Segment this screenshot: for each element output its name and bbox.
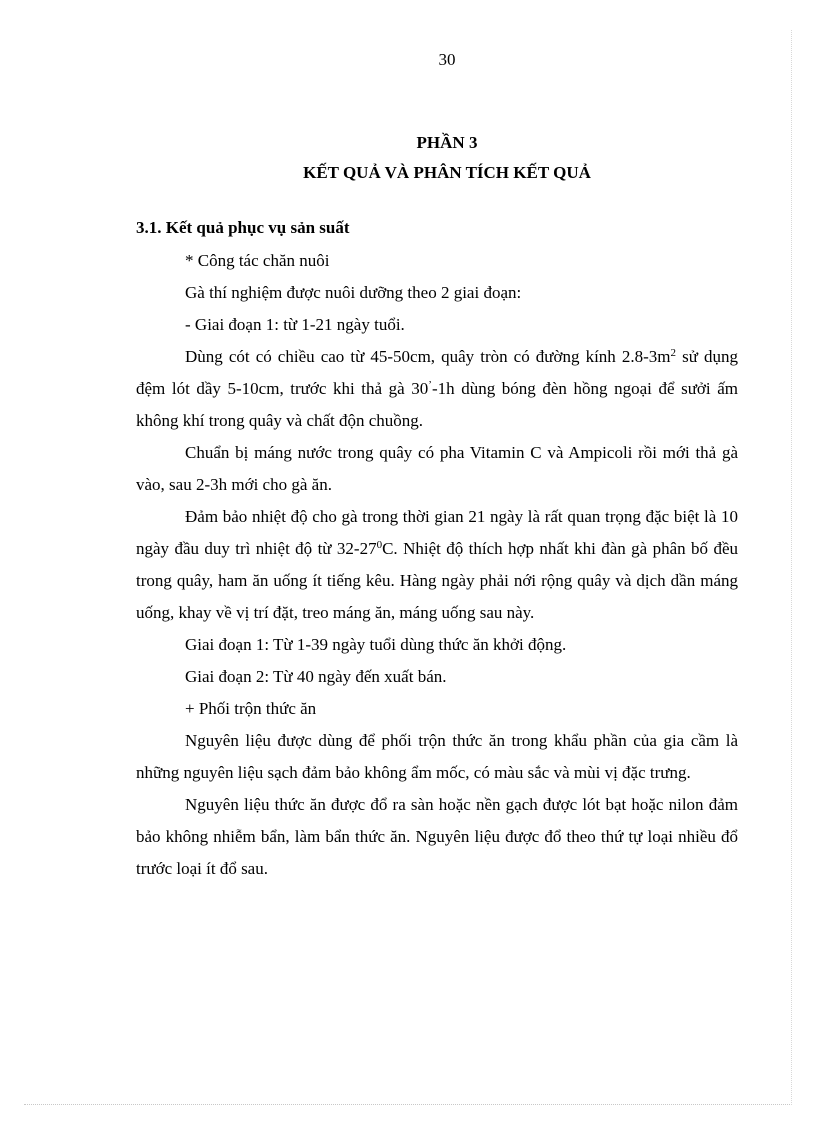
superscript-squared: 2 <box>670 347 677 359</box>
paragraph-rearing-stages: Gà thí nghiệm được nuôi dưỡng theo 2 giai đoạn: <box>185 283 522 302</box>
page-number: 30 <box>438 50 456 69</box>
paragraph-livestock-work: * Công tác chăn nuôi <box>185 251 330 270</box>
page-border-bottom <box>24 1104 792 1105</box>
superscript-minutes: ’ <box>428 379 432 391</box>
paragraph-feed-stage-1: Giai đoạn 1: Từ 1-39 ngày tuổi dùng thức ăn khởi động. <box>185 635 567 654</box>
paragraph-feed-stage-2: Giai đoạn 2: Từ 40 ngày đến xuất bán. <box>185 667 447 686</box>
paragraph-brooding-setup-part-b: sử dụng đệm lót dầy 5-10cm, trước khi thả gà 30 <box>136 347 738 398</box>
section-title: 3.1. Kết quả phục vụ sản suất <box>136 218 350 237</box>
paragraph-ingredient-handling: Nguyên liệu thức ăn được đổ ra sàn hoặc nền gạch được lót bạt hoặc nilon đảm bảo không nhiễm bẩn, làm bẩn thức ăn. Nguyên liệu được đổ theo thứ tự loại nhiều đổ trước loại ít đổ sau. <box>136 795 738 878</box>
paragraph-feed-mixing: + Phối trộn thức ăn <box>185 699 317 718</box>
superscript-degree: 0 <box>376 539 383 551</box>
chapter-title: KẾT QUẢ VÀ PHÂN TÍCH KẾT QUẢ <box>303 163 591 182</box>
paragraph-ingredients: Nguyên liệu được dùng để phối trộn thức ăn trong khẩu phần của gia cầm là những nguyên liệu sạch đảm bảo không ẩm mốc, có màu sắc và mùi vị đặc trưng. <box>136 731 738 782</box>
paragraph-brooding-setup-part-c: -1h dùng bóng đèn hồng ngoại để sưởi ấm không khí trong quây và chất độn chuồng. <box>136 379 738 430</box>
paragraph-brooding-setup <box>136 341 738 437</box>
paragraph-temperature <box>136 501 738 629</box>
body-text <box>136 245 738 885</box>
paragraph-temperature-part-b: C. Nhiệt độ thích hợp nhất khi đàn gà phân bố đều trong quây, ham ăn uống ít tiếng kêu. Hàng ngày phải nới rộng quây và dịch dần máng uống, khay về vị trí đặt, treo máng ăn, máng uống sau này. <box>136 539 738 622</box>
paragraph-water-trough: Chuẩn bị máng nước trong quây có pha Vitamin C và Ampicoli rồi mới thả gà vào, sau 2-3h mới cho gà ăn. <box>136 443 738 494</box>
paragraph-stage-1: - Giai đoạn 1: từ 1-21 ngày tuổi. <box>185 315 405 334</box>
part-heading: PHẦN 3 <box>416 133 478 152</box>
paragraph-brooding-setup-part-a: Dùng cót có chiều cao từ 45-50cm, quây tròn có đường kính 2.8-3m <box>185 347 671 366</box>
paragraph-temperature-part-a: Đảm bảo nhiệt độ cho gà trong thời gian 21 ngày là rất quan trọng đặc biệt là 10 ngày đầu duy trì nhiệt độ từ 32-27 <box>136 507 738 558</box>
page-border-right <box>791 30 792 1105</box>
